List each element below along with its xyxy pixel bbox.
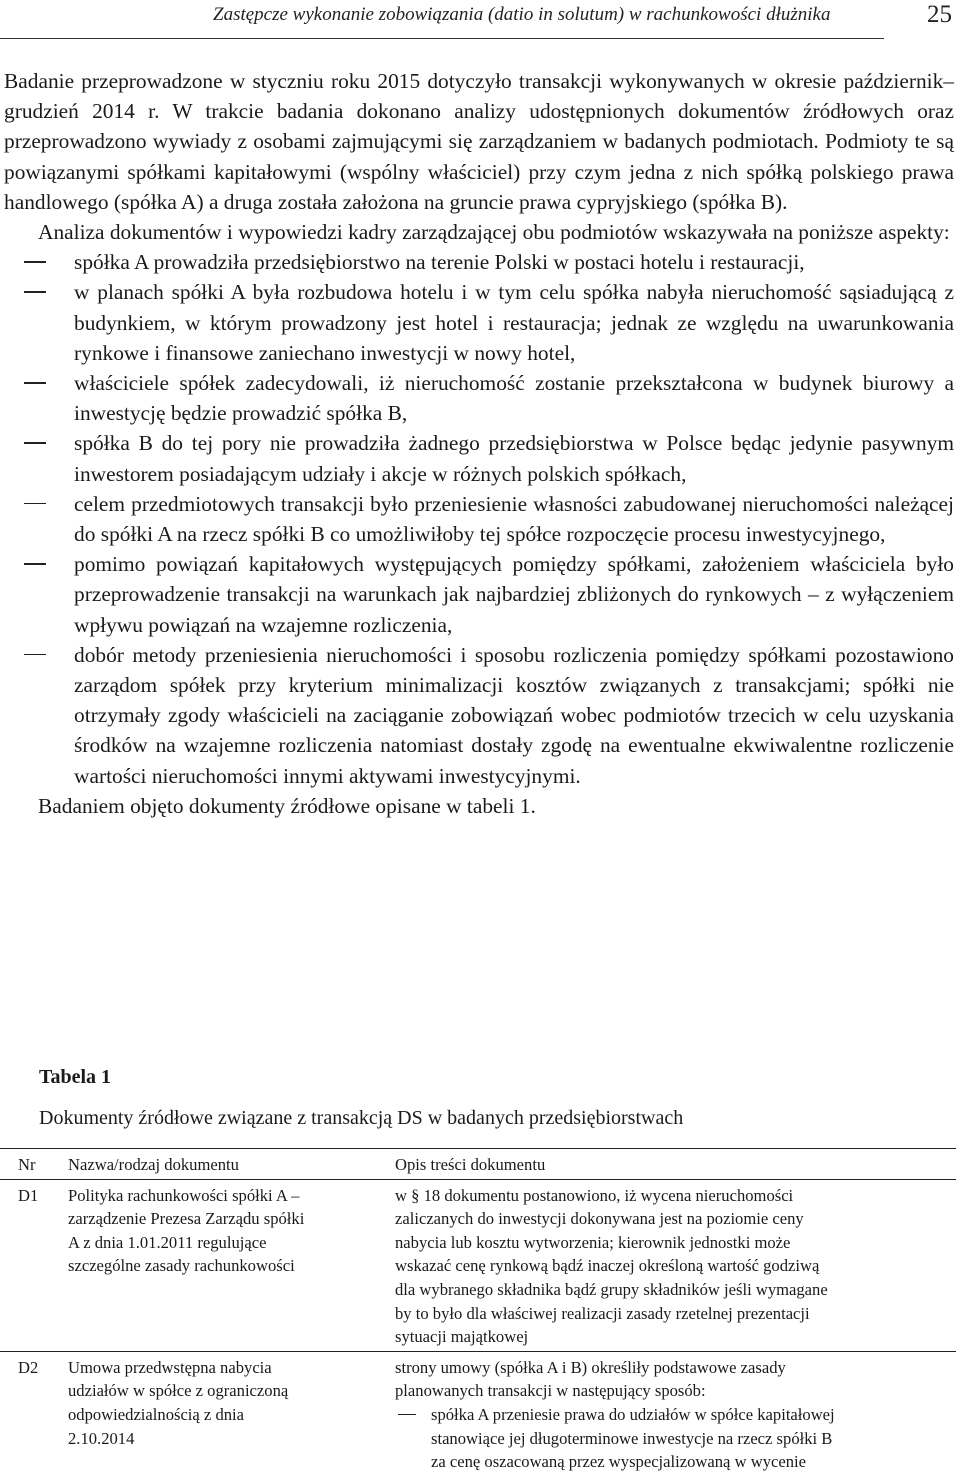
list-item-text: w planach spółki A była rozbudowa hotelu i w tym celu spółka nabyła nieruchomość sąsiadującą z budynkiem, w którym prowadzony jest hotel i restauracja; jednak ze względu na uwarunkowania rynkowe i finansowe zaniechano inwestycji w nowy hotel,	[74, 280, 954, 365]
cell-nr: D2	[18, 1357, 39, 1377]
dash-bullet-icon	[24, 382, 46, 384]
table-row	[0, 1351, 956, 1475]
closing-paragraph: Badaniem objęto dokumenty źródłowe opisane w tabeli 1.	[38, 793, 536, 818]
cell-line: zaliczanych do inwestycji dokonywana jest na poziomie ceny	[395, 1209, 804, 1229]
cell-line: udziałów w spółce z ograniczoną	[68, 1381, 289, 1401]
analysis-lead-paragraph: Analiza dokumentów i wypowiedzi kadry zarządzającej obu podmiotów wskazywała na poniższe aspekty:	[38, 220, 950, 245]
cell-desc	[384, 1351, 956, 1475]
cell-line: planowanych transakcji w następujący sposób:	[395, 1381, 706, 1401]
list-item-text: celem przedmiotowych transakcji było przeniesienie własności zabudowanej nieruchomości należącej do spółki A na rzecz spółki B co umożliwiłoby tej spółce rozpoczęcie procesu inwestycyjnego,	[74, 491, 954, 547]
documents-table	[0, 1148, 956, 1476]
list-item	[4, 368, 954, 428]
page-number: 25	[927, 1, 952, 28]
cell-line: Umowa przedwstępna nabycia	[68, 1357, 272, 1377]
list-item	[4, 549, 954, 640]
page-header	[0, 0, 960, 40]
list-item-text: pomimo powiązań kapitałowych występujących pomiędzy spółkami, założeniem właściciela było przeprowadzenie transakcji na warunkach jak najbardziej zbliżonych do rynkowych – z wyłączeniem wpływu powiązań na wzajemne rozliczenia,	[74, 552, 954, 637]
column-header-desc: Opis treści dokumentu	[395, 1155, 546, 1174]
cell-line: nabycia lub kosztu wytworzenia; kierownik jednostki może	[395, 1232, 791, 1252]
list-item-text: właściciele spółek zadecydowali, iż nieruchomość zostanie przekształcona w budynek biurowy a inwestycję będzie prowadzić spółka B,	[74, 371, 954, 426]
cell-nr: D1	[18, 1185, 39, 1205]
cell-line: dla wybranego składnika bądź grupy składników jeśli wymagane	[395, 1279, 828, 1299]
running-title: Zastępcze wykonanie zobowiązania (datio in solutum) w rachunkowości dłużnika	[213, 4, 831, 25]
aspects-list	[4, 247, 954, 791]
cell-line: szczególne zasady rachunkowości	[68, 1256, 295, 1276]
nested-list-item	[395, 1403, 952, 1474]
dash-bullet-icon	[24, 563, 46, 565]
cell-line: stanowiące jej długoterminowe inwestycje na rzecz spółki B	[431, 1428, 833, 1448]
table-row	[0, 1179, 956, 1351]
cell-line: w § 18 dokumentu postanowiono, iż wycena nieruchomości	[395, 1185, 794, 1205]
cell-line: za cenę oszacowaną przez wyspecjalizowaną w wycenie	[431, 1452, 806, 1472]
table-number: Tabela 1	[39, 1066, 112, 1088]
cell-line: by to było dla właściwej realizacji zasady rzetelnej prezentacji	[395, 1303, 810, 1323]
list-item	[4, 640, 954, 791]
cell-line: A z dnia 1.01.2011 regulujące	[68, 1232, 267, 1252]
cell-line: strony umowy (spółka A i B) określiły podstawowe zasady	[395, 1357, 786, 1377]
list-item	[4, 277, 954, 368]
cell-line: wskazać cenę rynkową bądź inaczej określoną wartość godziwą	[395, 1256, 820, 1276]
dash-bullet-icon	[24, 503, 46, 505]
column-header-nr: Nr	[18, 1155, 36, 1174]
list-item	[4, 428, 954, 488]
list-item	[4, 489, 954, 549]
table-title: Dokumenty źródłowe związane z transakcją DS w badanych przedsiębiorstwach	[39, 1107, 684, 1129]
table-header-row	[0, 1149, 956, 1180]
body-text	[4, 66, 954, 821]
list-item	[4, 247, 954, 277]
list-item-text: spółka A prowadziła przedsiębiorstwo na terenie Polski w postaci hotelu i restauracji,	[74, 250, 805, 275]
cell-name	[68, 1179, 384, 1351]
cell-line: Polityka rachunkowości spółki A –	[68, 1185, 300, 1205]
cell-line: odpowiedzialnością z dnia	[68, 1404, 245, 1424]
cell-line: sytuacji majątkowej	[395, 1327, 529, 1347]
cell-line: zarządzenie Prezesa Zarządu spółki	[68, 1209, 305, 1229]
list-item-text: spółka B do tej pory nie prowadziła żadnego przedsiębiorstwa w Polsce będąc jedynie pasywnym inwestorem posiadającym udziały i akcje w różnych polskich spółkach,	[74, 431, 954, 486]
cell-desc	[384, 1179, 956, 1351]
dash-bullet-icon	[24, 654, 46, 656]
cell-name	[68, 1351, 384, 1475]
cell-line: 2.10.2014	[68, 1428, 135, 1448]
header-rule	[0, 38, 884, 39]
list-item-text: dobór metody przeniesienia nieruchomości i sposobu rozliczenia pomiędzy spółkami pozostawiono zarządom spółek przy kryterium minimalizacji kosztów związanych z transakcjami; spółki nie otrzymały zgody właścicieli na zaciąganie zobowiązań wobec podmiotów trzecich w celu uzyskania środków na wzajemne rozliczenia natomiast dostały zgodę na ewentualne ekwiwalentne rozliczenie wartości nieruchomości innymi aktywami inwestycyjnymi.	[74, 642, 954, 788]
cell-line: spółka A przeniesie prawa do udziałów w spółce kapitałowej	[431, 1404, 835, 1424]
column-header-name: Nazwa/rodzaj dokumentu	[68, 1155, 239, 1174]
dash-bullet-icon	[24, 442, 46, 444]
dash-bullet-icon	[24, 261, 46, 263]
dash-bullet-icon	[24, 291, 46, 293]
dash-bullet-icon	[398, 1414, 416, 1415]
intro-paragraph: Badanie przeprowadzone w styczniu roku 2015 dotyczyło transakcji wykonywanych w okresie październik–grudzień 2014 r. W trakcie badania dokonano analizy udostępnionych dokumentów źródłowych oraz przeprowadzono wywiady z osobami zajmującymi się zarządzaniem w badanych podmiotach. Podmioty te są powiązanymi spółkami kapitałowymi (wspólny właściciel) przy czym jedna z nich spółką polskiego prawa handlowego (spółka A) a druga została założona na gruncie prawa cypryjskiego (spółka B).	[4, 69, 954, 214]
